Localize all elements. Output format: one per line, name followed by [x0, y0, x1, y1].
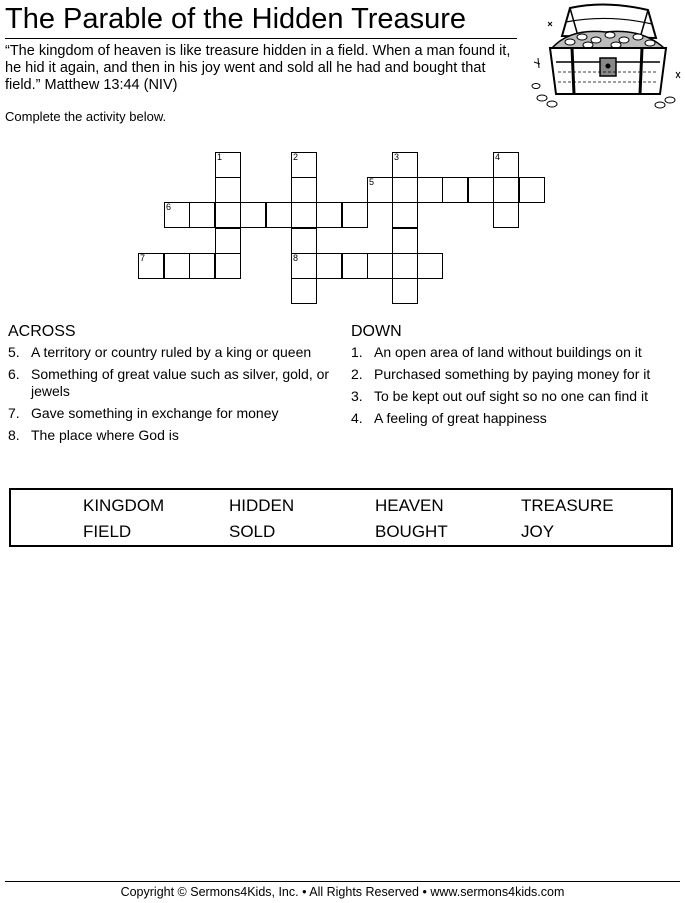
word-bank-item: KINGDOM — [83, 496, 165, 515]
across-heading: ACROSS — [8, 323, 76, 340]
crossword-cell[interactable] — [392, 228, 418, 254]
crossword-cell[interactable] — [189, 253, 215, 279]
word-bank-item: SOLD — [229, 522, 276, 541]
clue-item — [8, 427, 343, 444]
crossword-cell[interactable] — [392, 253, 418, 279]
clue-item — [8, 405, 343, 422]
crossword-cell[interactable] — [392, 177, 418, 203]
clue-item-text: Something of great value such as silver, gold, or jewels — [31, 366, 330, 399]
crossword-cell[interactable] — [164, 202, 190, 228]
clue-number: 6 — [166, 202, 172, 212]
crossword-cell[interactable] — [392, 202, 418, 228]
crossword-cell[interactable] — [189, 202, 215, 228]
clue-number: 2 — [293, 152, 299, 162]
clue-item-text: Gave something in exchange for money — [31, 405, 279, 421]
across-clues — [8, 322, 343, 449]
clue-item-number: 2. — [351, 366, 363, 382]
crossword-cell[interactable] — [215, 152, 241, 178]
instructions: Complete the activity below. — [5, 109, 167, 124]
crossword-cell[interactable] — [291, 202, 317, 228]
crossword-cell[interactable] — [367, 177, 393, 203]
clue-item-text: An open area of land without buildings on it — [374, 344, 642, 360]
crossword-cell[interactable] — [291, 278, 317, 304]
crossword-cell[interactable] — [493, 152, 519, 178]
clue-item-number: 5. — [8, 344, 20, 360]
crossword-cell[interactable] — [291, 152, 317, 178]
crossword-cell[interactable] — [367, 253, 393, 279]
crossword-cell[interactable] — [266, 202, 292, 228]
crossword-cell[interactable] — [493, 202, 519, 228]
word-bank-item: HEAVEN — [375, 496, 444, 515]
page-title: The Parable of the Hidden Treasure — [5, 3, 467, 35]
crossword-cell[interactable] — [215, 253, 241, 279]
crossword-cell[interactable] — [442, 177, 468, 203]
clue-item-number: 8. — [8, 427, 20, 443]
copyright-footer: Copyright © Sermons4Kids, Inc. • All Rights Reserved • www.sermons4kids.com — [120, 885, 565, 899]
crossword-cell[interactable] — [392, 278, 418, 304]
clue-item-number: 1. — [351, 344, 363, 360]
clue-number: 3 — [394, 152, 400, 162]
clue-item — [351, 388, 681, 405]
down-heading: DOWN — [351, 323, 402, 340]
word-bank-item: JOY — [521, 522, 555, 541]
clue-item-text: A territory or country ruled by a king or queen — [31, 344, 312, 360]
crossword-cell[interactable] — [342, 202, 368, 228]
crossword-grid — [0, 0, 685, 320]
clue-item-text: The place where God is — [31, 427, 179, 443]
clue-item-text: A feeling of great happiness — [374, 410, 547, 426]
clue-item-number: 7. — [8, 405, 20, 421]
clue-item-number: 4. — [351, 410, 363, 426]
crossword-cell[interactable] — [291, 228, 317, 254]
crossword-cell[interactable] — [215, 228, 241, 254]
word-bank-item: HIDDEN — [229, 496, 295, 515]
clue-item-text: Purchased something by paying money for it — [374, 366, 651, 382]
clue-item-number: 6. — [8, 366, 20, 382]
crossword-cell[interactable] — [316, 253, 342, 279]
word-bank — [9, 488, 673, 547]
crossword-cell[interactable] — [164, 253, 190, 279]
crossword-cell[interactable] — [291, 253, 317, 279]
clue-item — [351, 366, 681, 383]
clue-number: 5 — [369, 177, 375, 187]
crossword-cell[interactable] — [468, 177, 494, 203]
word-bank-item: FIELD — [83, 522, 132, 541]
crossword-cell[interactable] — [417, 177, 443, 203]
clue-item-number: 3. — [351, 388, 363, 404]
crossword-cell[interactable] — [240, 202, 266, 228]
footer-divider — [5, 881, 680, 882]
clue-item-text: To be kept out ouf sight so no one can find it — [374, 388, 648, 404]
clue-number: 1 — [217, 152, 223, 162]
crossword-cell[interactable] — [417, 253, 443, 279]
clue-item — [351, 410, 681, 427]
crossword-cell[interactable] — [392, 152, 418, 178]
crossword-cell[interactable] — [493, 177, 519, 203]
crossword-cell[interactable] — [138, 253, 164, 279]
down-clues — [351, 322, 681, 432]
clue-number: 7 — [140, 253, 146, 263]
crossword-cell[interactable] — [215, 177, 241, 203]
crossword-cell[interactable] — [519, 177, 545, 203]
crossword-cell[interactable] — [342, 253, 368, 279]
clue-number: 8 — [293, 253, 299, 263]
clue-item — [351, 344, 681, 361]
crossword-cell[interactable] — [291, 177, 317, 203]
clue-item — [8, 344, 343, 361]
word-bank-item: BOUGHT — [375, 522, 448, 541]
crossword-cell[interactable] — [316, 202, 342, 228]
word-bank-item: TREASURE — [521, 496, 614, 515]
scripture-verse: “The kingdom of heaven is like treasure hidden in a field. When a man found it, he hid it again, and then in his joy went and sold all he had and bought that field.” Matthew 13:44 (NIV) — [5, 43, 511, 93]
clue-item — [8, 366, 343, 400]
clue-number: 4 — [495, 152, 501, 162]
crossword-cell[interactable] — [215, 202, 241, 228]
